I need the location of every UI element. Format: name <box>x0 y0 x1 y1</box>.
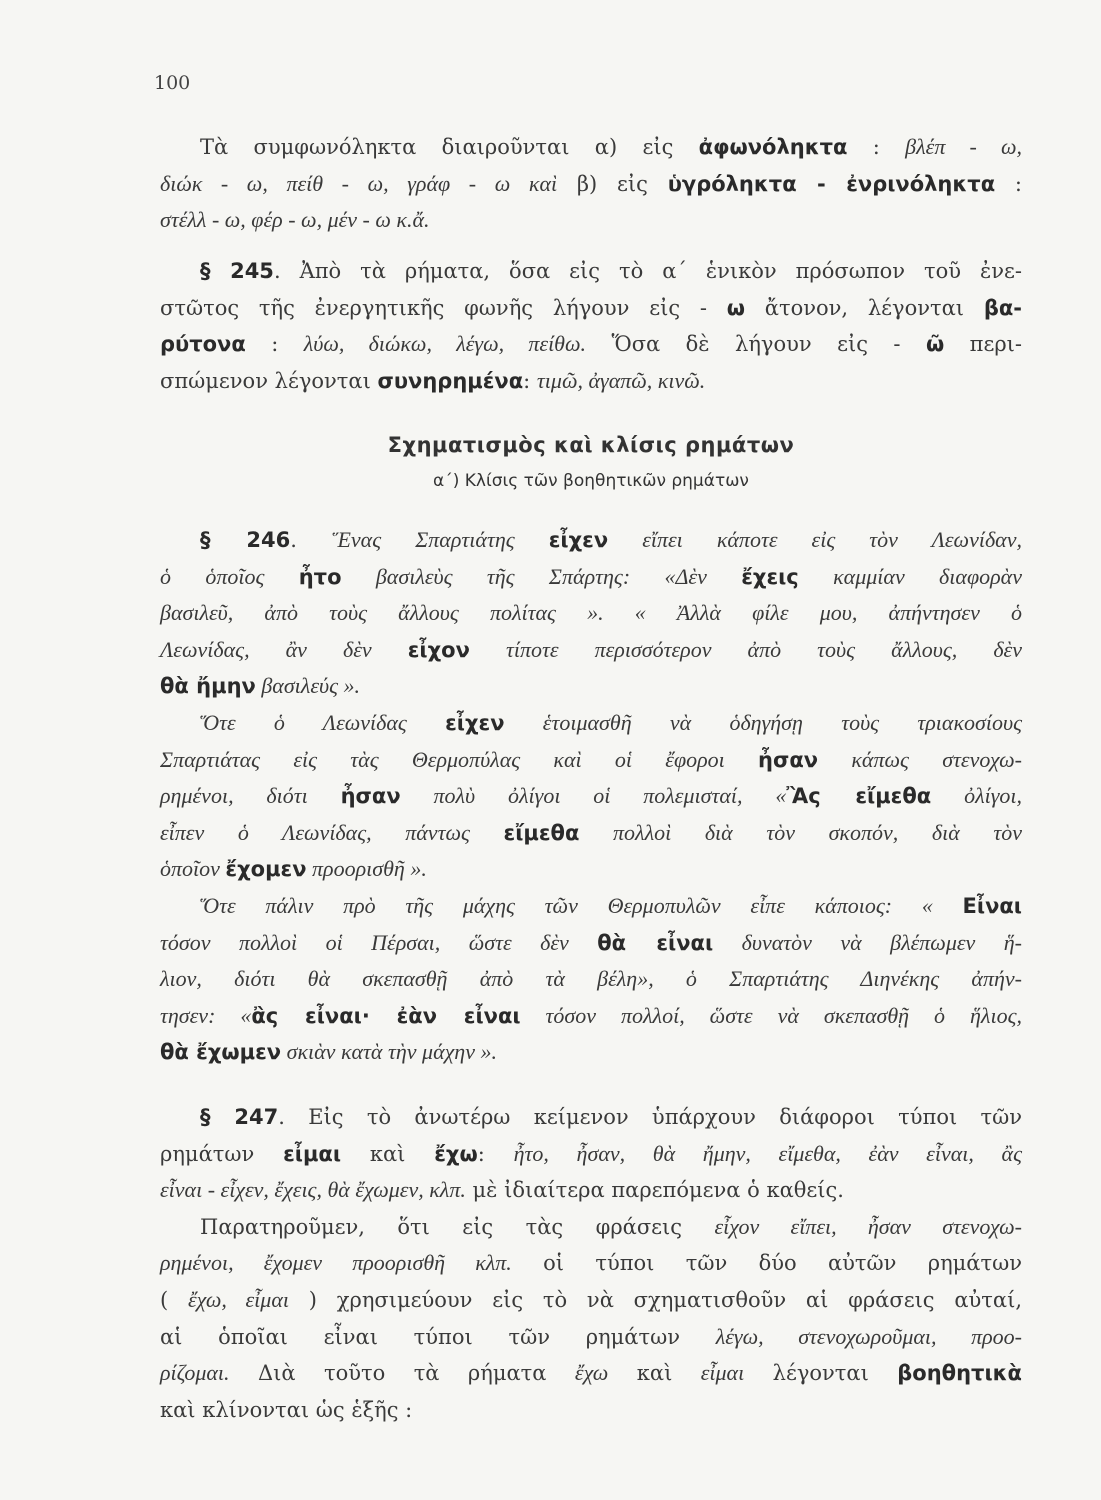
bold-term: ἔχομεν <box>225 857 307 882</box>
bold-term: εἶμαι <box>283 1141 342 1166</box>
text-line <box>160 1034 1022 1071</box>
italic-text: κάπως στενοχω- <box>818 746 1022 772</box>
text-segment: στῶτος τῆς ἐνεργητικῆς φωνῆς λήγουν εἰς - <box>160 295 727 320</box>
text-line <box>160 1245 1022 1282</box>
bold-term: εἶχεν <box>548 528 609 552</box>
italic-text: τιμῶ, ἀγαπῶ, κινῶ. <box>536 367 706 393</box>
text-line <box>160 290 1022 327</box>
text-segment: μὲ ἰδιαίτερα παρεπόμενα ὁ καθείς. <box>465 1178 844 1203</box>
text-line <box>160 851 1022 888</box>
italic-text: ρημένοι, ἔχομεν προορισθῆ κλπ. <box>160 1250 512 1276</box>
text-line <box>160 1099 1022 1136</box>
text-segment: β) εἰς <box>557 171 668 196</box>
bold-term: § 247 <box>200 1105 279 1129</box>
text-line <box>160 595 1022 632</box>
text-segment: οἱ τύποι τῶν δύο αὐτῶν ρημάτων <box>511 1251 1022 1276</box>
text-line <box>160 1355 1022 1392</box>
text-segment: ἄτονον, λέγονται <box>745 295 984 320</box>
italic-text: ἦτο, ἦσαν, θὰ ἤμην, εἴμεθα, ἐὰν εἶναι, ἂς <box>513 1140 1022 1166</box>
paragraph-245 <box>160 253 1022 399</box>
text-line <box>160 1172 1022 1209</box>
text-line <box>160 363 1022 400</box>
italic-text: Ἕνας Σπαρτιάτης <box>332 527 549 552</box>
paragraph-246 <box>160 522 1022 1071</box>
text-line <box>160 632 1022 669</box>
section-subtitle: α΄) Κλίσις τῶν βοηθητικῶν ρημάτων <box>433 471 749 491</box>
bold-term: § 245 <box>200 259 274 283</box>
italic-text: εἶχον εἴπει, ἦσαν στενοχω- <box>714 1213 1022 1239</box>
text-line <box>160 1282 1022 1319</box>
text-segment: : <box>523 368 537 393</box>
bold-term: ἀφωνόληκτα <box>698 135 848 159</box>
bold-term: θὰ ἤμην <box>160 674 256 699</box>
bold-term: ἦσαν <box>758 747 819 772</box>
italic-text: προορισθῆ ». <box>306 856 427 882</box>
italic-text: ἑτοιμασθῆ νὰ ὁδηγήσῃ τοὺς τριακοσίους <box>504 709 1022 735</box>
text-line <box>160 888 1022 925</box>
text-line <box>160 129 1022 166</box>
text-segment: : <box>245 332 304 357</box>
italic-text: τίποτε περισσότερον ἀπὸ τοὺς ἄλλους, δὲν <box>469 636 1022 662</box>
italic-text: ὁ ὁποῖος <box>160 563 299 589</box>
text-segment: ) χρησιμεύουν εἰς τὸ νὰ σχηματισθοῦν αἱ φράσεις αὐταί, <box>289 1287 1023 1312</box>
italic-text: λιον, διότι θὰ σκεπασθῇ ἀπὸ τὰ βέλη», ὁ Σπαρτιάτης Διηνέκης ἀπήν- <box>160 966 1022 992</box>
italic-text: βασιλεῦ, ἀπὸ τοὺς ἄλλους πολίτας ». « Ἀλλὰ φίλε μου, ἀπήντησεν ὁ <box>160 600 1022 626</box>
page-number: 100 <box>154 72 191 94</box>
text-segment: σπώμενον λέγονται <box>160 368 378 393</box>
italic-text: ἔχω <box>574 1360 609 1386</box>
text-segment: λέγονται <box>744 1361 898 1386</box>
text-segment: περι- <box>944 332 1022 357</box>
italic-text: πολλοὶ διὰ τὸν σκοπόν, διὰ τὸν <box>579 819 1023 845</box>
bold-term: εἶχεν <box>445 710 505 735</box>
text-segment: ( <box>160 1287 188 1312</box>
italic-text: εἶναι - εἶχεν, ἔχεις, θὰ ἔχωμεν, κλπ. <box>160 1177 466 1203</box>
section-heading <box>160 426 1022 498</box>
italic-text: εἶπεν ὁ Λεωνίδας, πάντως <box>160 819 504 845</box>
bold-term: θὰ εἶναι <box>597 930 714 955</box>
text-line <box>160 202 1022 239</box>
text-line <box>160 1392 1022 1429</box>
text-segment: καὶ <box>608 1361 701 1386</box>
italic-text: καμμίαν διαφορὰν <box>798 563 1022 589</box>
text-segment: Παρατηροῦμεν, ὅτι εἰς τὰς φράσεις <box>200 1214 715 1239</box>
text-segment: : <box>477 1141 514 1166</box>
text-line <box>160 742 1022 779</box>
italic-text: εἶμαι <box>700 1360 745 1386</box>
text-line <box>160 253 1022 290</box>
text-segment: . <box>290 528 333 552</box>
italic-text: εἴπει κάποτε εἰς τὸν Λεωνίδαν, <box>608 527 1022 552</box>
bold-term: ὑγρόληκτα - ἐνρινόληκτα <box>667 171 996 196</box>
italic-text: βλέπ - ω, <box>905 134 1022 159</box>
section-title: Σχηματισμὸς καὶ κλίσις ρημάτων <box>387 433 795 457</box>
italic-text: Ὅτε ὁ Λεωνίδας <box>200 709 446 735</box>
text-line <box>160 326 1022 363</box>
italic-text: σκιὰν κατὰ τὴν μάχην ». <box>281 1039 497 1065</box>
text-segment: . Ἀπὸ τὰ ρήματα, ὅσα εἰς τὸ α΄ ἑνικὸν πρόσωπον τοῦ ἐνε- <box>273 259 1022 283</box>
text-segment: : <box>847 135 906 159</box>
italic-text: ὀλίγοι, <box>931 783 1022 809</box>
bold-term: ἔχω <box>434 1141 478 1166</box>
italic-text: Ὅτε πάλιν πρὸ τῆς μάχης τῶν Θερμοπυλῶν εἶπε κάποιος: « <box>200 892 963 918</box>
text-line <box>160 778 1022 815</box>
bold-term: ἔχεις <box>741 564 799 589</box>
bold-term: Εἶναι <box>962 893 1022 918</box>
bold-term: εἴμεθα <box>503 820 580 845</box>
bold-term: βοηθητικὰ <box>897 1361 1022 1386</box>
text-line <box>160 522 1022 559</box>
bold-term: Ἂς εἴμεθα <box>786 784 932 809</box>
text-line <box>160 1136 1022 1173</box>
italic-text: Σπαρτιάτας εἰς τὰς Θερμοπύλας καὶ οἱ ἔφοροι <box>160 746 759 772</box>
bold-term: ἂς εἶναι· ἐὰν εἶναι <box>251 1003 521 1028</box>
bold-term: εἶχον <box>407 637 470 662</box>
text-line <box>160 559 1022 596</box>
text-line <box>160 166 1022 203</box>
text-segment: Τὰ συμφωνόληκτα διαιροῦνται α) εἰς <box>200 135 699 159</box>
italic-text: τησεν: « <box>160 1002 252 1028</box>
text-line <box>160 1209 1022 1246</box>
text-line <box>160 668 1022 705</box>
bold-term: ἦσαν <box>340 784 401 809</box>
italic-text: ἔχω, εἶμαι <box>187 1286 289 1312</box>
italic-text: τόσον πολλοί, ὥστε νὰ σκεπασθῇ ὁ ἥλιος, <box>520 1002 1022 1028</box>
bold-term: θὰ ἔχωμεν <box>160 1040 282 1065</box>
bold-term: συνηρημένα <box>377 368 524 393</box>
text-line <box>160 998 1022 1035</box>
italic-text: βασιλεύς ». <box>255 673 361 699</box>
text-segment: ρημάτων <box>160 1141 284 1166</box>
text-line <box>160 925 1022 962</box>
italic-text: βασιλεὺς τῆς Σπάρτης: «Δὲν <box>341 563 742 589</box>
italic-text: ρημένοι, διότι <box>160 783 341 809</box>
italic-text: λύω, διώκω, λέγω, πείθω. <box>303 331 587 357</box>
text-segment: . Εἰς τὸ ἀνωτέρω κείμενον ὑπάρχουν διάφοροι τύποι τῶν <box>278 1105 1022 1129</box>
text-segment: Διὰ τοῦτο τὰ ρήματα <box>229 1361 575 1386</box>
italic-text: δυνατὸν νὰ βλέπωμεν ἥ- <box>713 929 1023 955</box>
italic-text: ὁποῖον <box>160 856 226 882</box>
bold-term: ῶ <box>925 332 945 357</box>
text-line <box>160 815 1022 852</box>
text-line <box>160 705 1022 742</box>
italic-text: τόσον πολλοὶ οἱ Πέρσαι, ὥστε δὲν <box>160 929 598 955</box>
bold-term: ω <box>726 295 745 320</box>
paragraph-consonant-verbs <box>160 129 1022 239</box>
text-segment: αἱ ὁποῖαι εἶναι τύποι τῶν ρημάτων <box>160 1324 716 1349</box>
bold-term: § 246 <box>200 528 291 552</box>
bold-term: βα- <box>983 295 1022 320</box>
bold-term: ἦτο <box>298 564 342 589</box>
italic-text: διώκ - ω, πείθ - ω, γράφ - ω καὶ <box>160 170 558 196</box>
text-line <box>160 1319 1022 1356</box>
paragraph-247 <box>160 1099 1022 1428</box>
text-segment: : <box>995 171 1023 196</box>
italic-text: λέγω, στενοχωροῦμαι, προο- <box>715 1323 1022 1349</box>
bold-term: ρύτονα <box>160 332 246 357</box>
italic-text: ρίζομαι. <box>160 1360 230 1386</box>
italic-text: Λεωνίδας, ἂν δὲν <box>160 636 408 662</box>
text-segment: καὶ κλίνονται ὡς ἑξῆς : <box>160 1397 413 1422</box>
text-line <box>160 961 1022 998</box>
text-segment: Ὅσα δὲ λήγουν εἰς - <box>586 332 926 357</box>
italic-text: πολὺ ὀλίγοι οἱ πολεμισταί, « <box>400 783 787 809</box>
italic-text: στέλλ - ω, φέρ - ω, μέν - ω κ.ἄ. <box>160 207 430 233</box>
text-segment: καὶ <box>341 1141 435 1166</box>
